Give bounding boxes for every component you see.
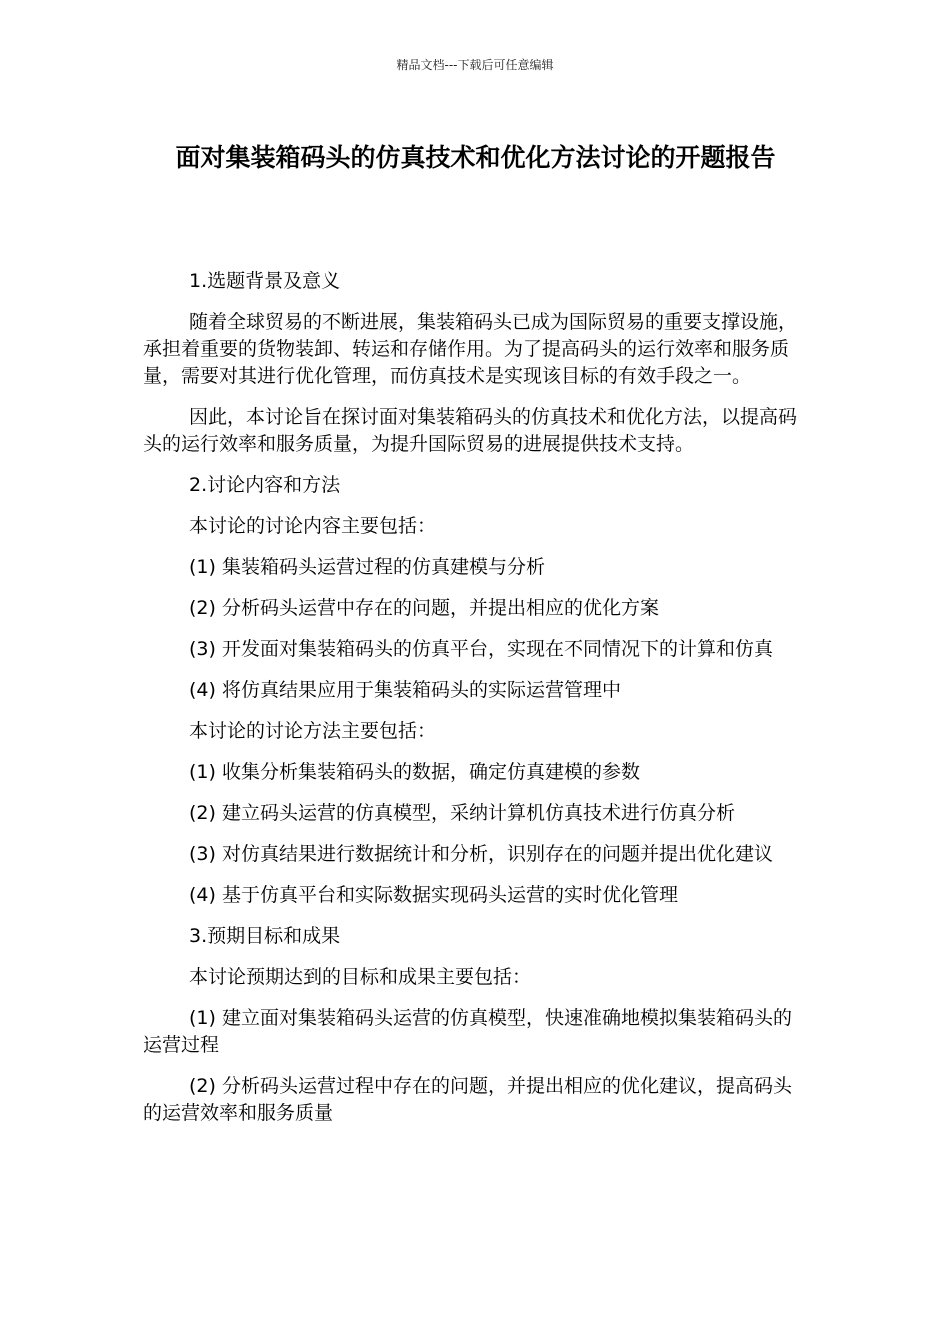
list-item-content-2: (2) 分析码头运营中存在的问题，并提出相应的优化方案: [189, 597, 659, 619]
document-title: 面对集装箱码头的仿真技术和优化方法讨论的开题报告: [175, 143, 776, 172]
list-item-method-4: (4) 基于仿真平台和实际数据实现码头运营的实时优化管理: [189, 884, 678, 906]
paragraph-background: 随着全球贸易的不断进展，集装箱码头已成为国际贸易的重要支撑设施，承担着重要的货物装卸、转运和存储作用。为了提高码头的运行效率和服务质量，需要对其进行优化管理，而仿真技术是实现该目标的有效手段之一。: [143, 311, 798, 387]
list-item-content-1: (1) 集装箱码头运营过程的仿真建模与分析: [189, 556, 545, 578]
list-item-method-1: (1) 收集分析集装箱码头的数据，确定仿真建模的参数: [189, 761, 640, 783]
paragraph-method-intro: 本讨论的讨论方法主要包括：: [189, 720, 437, 742]
paragraph-content-intro: 本讨论的讨论内容主要包括：: [189, 515, 437, 537]
list-item-goal-1: (1) 建立面对集装箱码头运营的仿真模型，快速准确地模拟集装箱码头的运营过程: [143, 1007, 792, 1056]
list-item-goal-2: (2) 分析码头运营过程中存在的问题，并提出相应的优化建议，提高码头的运营效率和服务质量: [143, 1075, 792, 1124]
paragraph-purpose: 因此，本讨论旨在探讨面对集装箱码头的仿真技术和优化方法，以提高码头的运行效率和服务质量，为提升国际贸易的进展提供技术支持。: [143, 406, 798, 455]
header-note: 精品文档---下载后可任意编辑: [396, 58, 554, 72]
section-heading-goals: 3.预期目标和成果: [189, 925, 341, 947]
list-item-method-2: (2) 建立码头运营的仿真模型，采纳计算机仿真技术进行仿真分析: [189, 802, 735, 824]
paragraph-goals-intro: 本讨论预期达到的目标和成果主要包括：: [189, 966, 532, 988]
document-body: [143, 268, 807, 1141]
section-heading-content-method: 2.讨论内容和方法: [189, 474, 341, 496]
list-item-method-3: (3) 对仿真结果进行数据统计和分析，识别存在的问题并提出优化建议: [189, 843, 773, 865]
section-heading-background: 1.选题背景及意义: [189, 270, 341, 292]
list-item-content-4: (4) 将仿真结果应用于集装箱码头的实际运营管理中: [189, 679, 621, 701]
list-item-content-3: (3) 开发面对集装箱码头的仿真平台，实现在不同情况下的计算和仿真: [189, 638, 773, 660]
